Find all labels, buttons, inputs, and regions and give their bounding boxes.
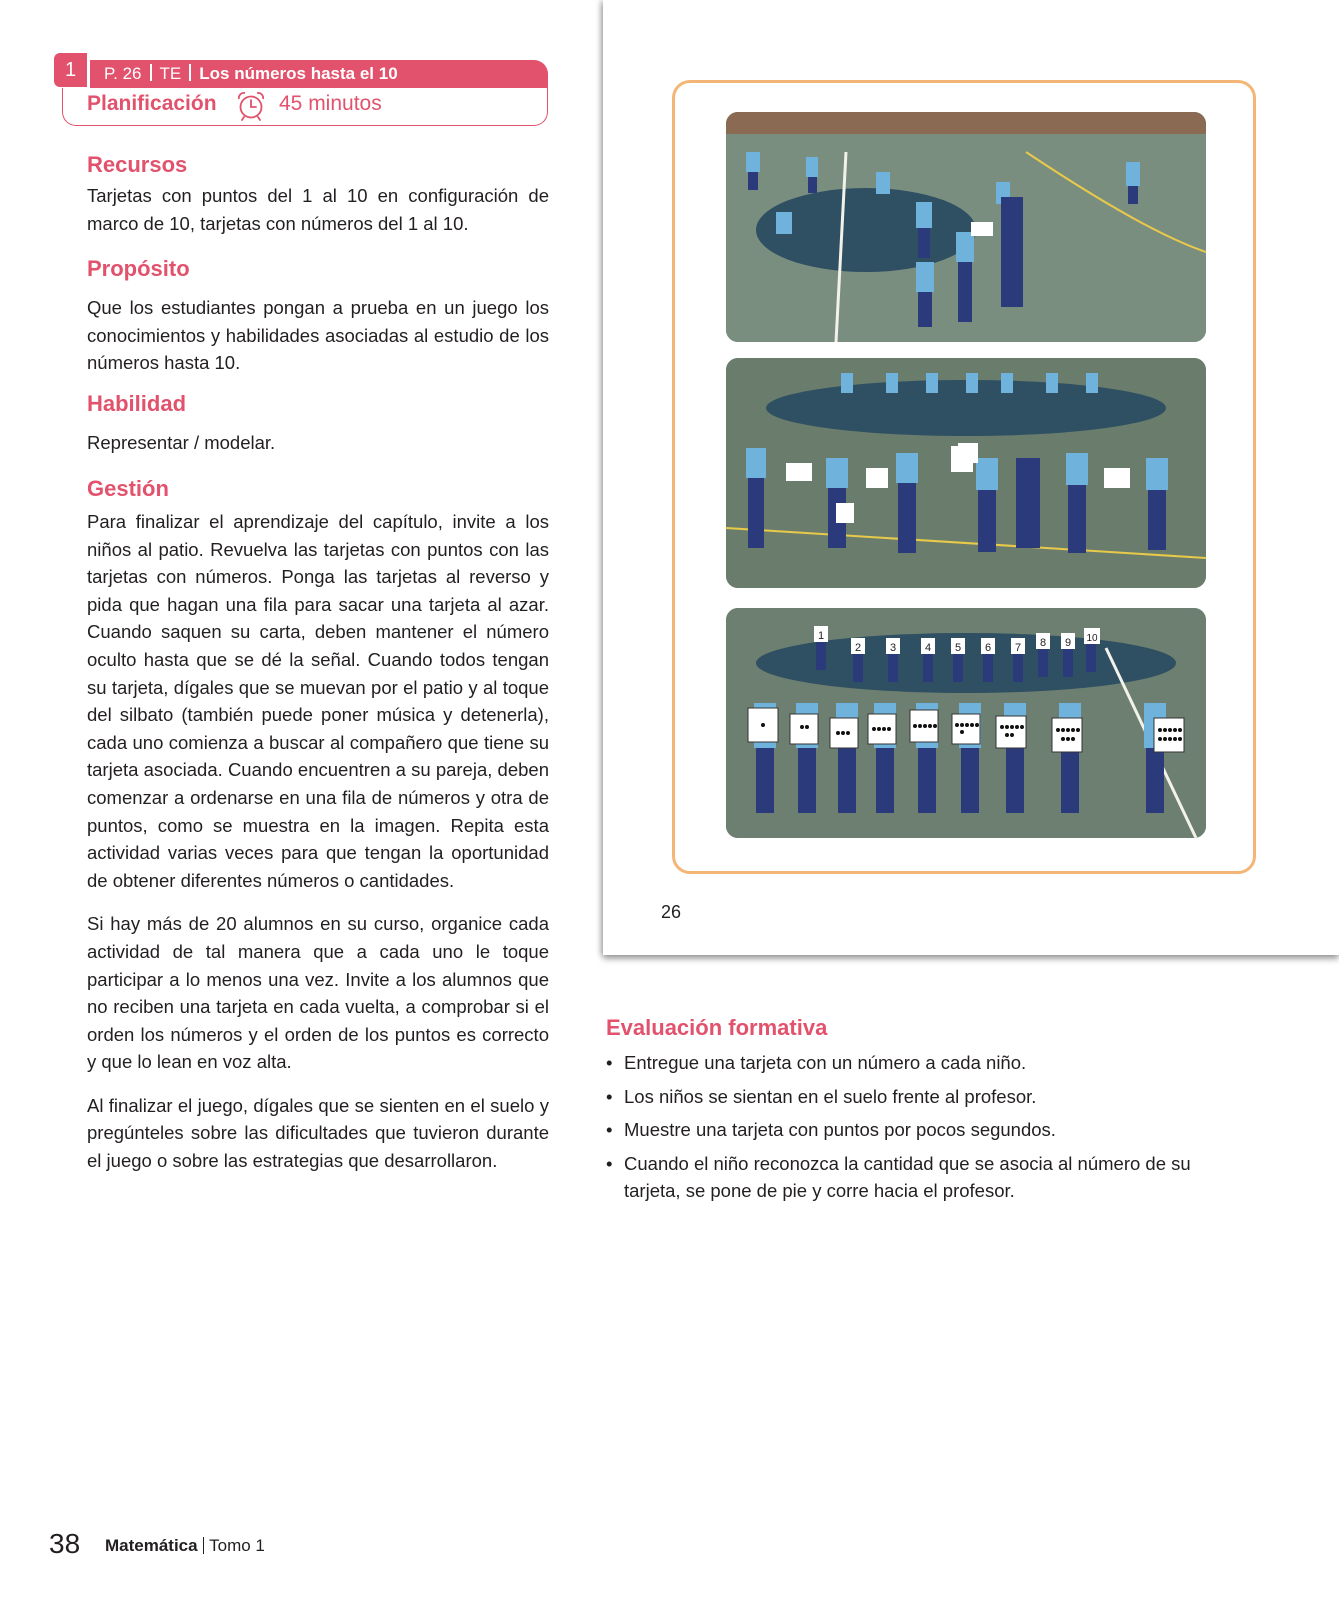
section-gestion: [87, 476, 549, 1175]
svg-text:7: 7: [1014, 642, 1022, 654]
svg-text:9: 9: [1064, 637, 1072, 649]
section-proposito: [87, 256, 549, 377]
list-item: • Entregue una tarjeta con un número a cada niño.: [606, 1049, 1226, 1077]
section-heading: Recursos: [87, 152, 188, 177]
alarm-clock-icon: [235, 90, 267, 122]
list-item: • Los niños se sientan en el suelo frente al profesor.: [606, 1083, 1226, 1111]
footer-page-number: 38: [49, 1528, 81, 1559]
svg-text:4: 4: [924, 642, 932, 654]
section-text: Representar / modelar.: [87, 432, 276, 453]
section-text: Que los estudiantes pongan a prueba en un juego los conocimientos y habilidades asociadas al estudio de los números hasta 10.: [87, 297, 549, 374]
list-item: • Cuando el niño reconozca la cantidad que se asocia al número de su tarjeta, se pone de pie y corre hacia el profesor.: [606, 1150, 1226, 1205]
svg-text:8: 8: [1039, 637, 1047, 649]
svg-text:2: 2: [854, 642, 862, 654]
section-heading: Gestión: [87, 476, 169, 501]
planning-box: [62, 88, 548, 126]
svg-text:1: 1: [817, 630, 825, 642]
photo-children-pairing-cards: [726, 358, 1206, 588]
footer-subject: Matemática: [105, 1536, 198, 1555]
section-text: Para finalizar el aprendizaje del capítulo, invite a los niños al patio. Revuelva las tarjetas con puntos con las tarjetas con números. Ponga las tarjetas al reverso y pida que hagan una fila para sacar una tarjeta al azar. Cuando saquen su carta, deben mantener el número oculto hasta que se dé la señal. Cuando todos tengan su tarjeta, dígales que se muevan por el patio y al toque del silbato (también puede poner música y detenerla), cada uno comienza a buscar al compañero que tiene su tarjeta asociada. Cuando encuentren a su pareja, deben comenzar a ordenarse en una fila de números y otra de puntos, como se muestra en la imagen. Repita esta actividad varias veces para que tengan la oportunidad de obtener diferentes números o cantidades.: [87, 511, 549, 891]
page-reference: P. 26: [104, 64, 142, 83]
section-text: Si hay más de 20 alumnos en su curso, organice cada actividad de tal manera que a cada uno le toque participar a lo menos una vez. Invite a los alumnos que no reciben una tarjeta en cada vuelta, a comprobar si el orden los números y el orden de los puntos es correcto y que lo lean en voz alta.: [87, 913, 549, 1073]
evaluation-list: [606, 1049, 1226, 1211]
svg-text:6: 6: [984, 642, 992, 654]
planning-duration: 45 minutos: [279, 92, 382, 115]
photo-children-receiving-cards: [726, 112, 1206, 342]
section-text: Al finalizar el juego, dígales que se sienten en el suelo y pregúnteles sobre las dificultades que tuvieron durante el juego o sobre las estrategias que desarrollaron.: [87, 1094, 549, 1172]
separator: [203, 1537, 205, 1554]
preview-page-number: 26: [661, 902, 682, 922]
evaluation-heading: Evaluación formativa: [606, 1015, 828, 1040]
section-text: Tarjetas con puntos del 1 al 10 en configuración de marco de 10, tarjetas con números del 1 al 10.: [87, 185, 549, 234]
separator: [189, 64, 191, 81]
section-recursos: [87, 152, 549, 237]
footer-volume: Tomo 1: [209, 1536, 265, 1555]
unit-title: Los números hasta el 10: [199, 64, 398, 83]
header-bar: [90, 60, 548, 88]
chapter-badge: 1: [54, 53, 87, 87]
section-heading: Habilidad: [87, 391, 187, 416]
list-item: • Muestre una tarjeta con puntos por pocos segundos.: [606, 1116, 1226, 1144]
photo-children-ordered-rows: [726, 608, 1206, 838]
footer-label: [105, 1536, 265, 1556]
svg-text:3: 3: [889, 642, 897, 654]
book-code: TE: [159, 64, 182, 83]
section-habilidad: [87, 391, 549, 457]
section-heading: Propósito: [87, 256, 190, 281]
separator: [150, 64, 152, 81]
svg-text:10: 10: [1086, 633, 1098, 644]
planning-label: Planificación: [87, 92, 217, 115]
svg-text:5: 5: [954, 642, 962, 654]
